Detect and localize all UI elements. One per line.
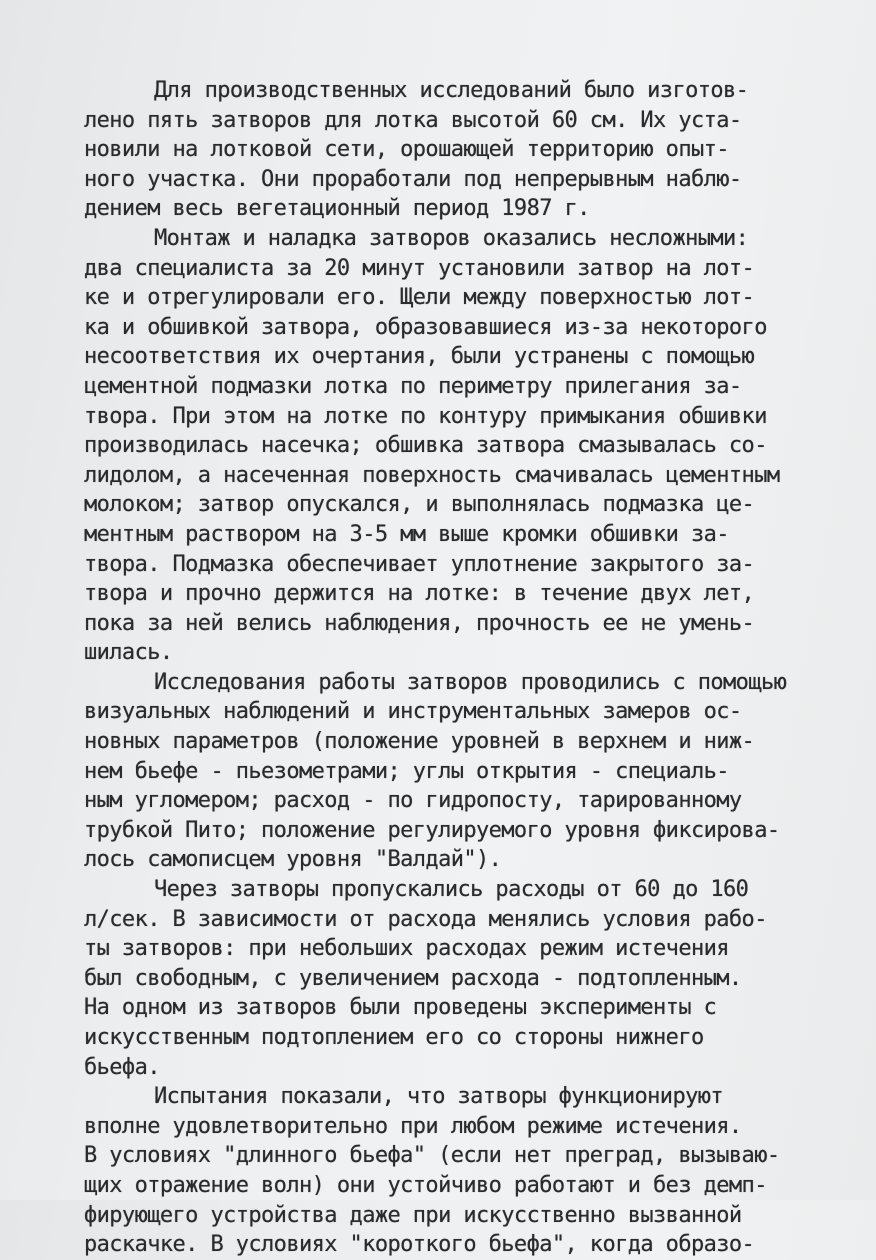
text-line: ка и обшивкой затвора, образовавшиеся из-за некоторого [84,314,767,340]
text-line: производилась насечка; обшивка затвора смазывалась со- [84,433,767,459]
text-line: На одном из затворов были проведены эксперименты с [84,995,717,1021]
paragraph-2 [84,224,844,668]
text-line: лено пять затворов для лотка высотой 60 см. Их уста- [84,107,742,133]
text-line: твора и прочно держится на лотке: в течение двух лет, [84,581,755,607]
paragraph-5 [84,1082,844,1260]
text-line: лось самописцем уровня "Валдай"). [84,847,502,873]
text-line: л/сек. В зависимости от расхода менялись условия рабо- [84,906,767,932]
text-line: молоком; затвор опускался, и выполнялась подмазка це- [84,492,755,518]
text-line: Монтаж и наладка затворов оказались несложными: [154,225,749,251]
text-line: лидолом, а насеченная поверхность смачивалась цементным [84,462,780,488]
text-line: два специалиста за 20 минут установили затвор на лот- [84,255,755,281]
text-line: дением весь вегетационный период 1987 г. [84,196,590,222]
text-line: бьефа. [84,1054,160,1080]
text-line: твора. При этом на лотке по контуру примыкания обшивки [84,403,767,429]
text-line: ментным раствором на 3-5 мм выше кромки обшивки за- [84,521,729,547]
text-line: ным угломером; расход - по гидропосту, тарированному [84,788,742,814]
text-line: вполне удовлетворительно при любом режиме истечения. [84,1113,742,1139]
text-line: Через затворы пропускались расходы от 60 до 160 [154,877,749,903]
text-line: визуальных наблюдений и инструментальных замеров ос- [84,699,742,725]
text-line: шилась. [84,640,173,666]
text-line: был свободным, с увеличением расхода - подтопленным. [84,965,742,991]
text-line: щих отражение волн) они устойчиво работают и без демп- [84,1172,767,1198]
text-line: Исследования работы затворов проводились с помощью [154,669,787,695]
text-line: раскачке. В условиях "короткого бьефа", когда образо- [84,1232,755,1258]
typed-text-body [84,76,844,1260]
text-line: фирующего устройства даже при искусственно вызванной [84,1202,742,1228]
text-line: новили на лотковой сети, орошающей территорию опыт- [84,137,729,163]
text-line: ты затворов: при небольших расходах режим истечения [84,936,729,962]
text-line: трубкой Пито; положение регулируемого уровня фиксирова- [84,817,780,843]
text-line: ке и отрегулировали его. Щели между поверхностью лот- [84,285,755,311]
text-line: Для производственных исследований было изготов- [154,78,749,103]
text-line: Испытания показали, что затворы функционируют [154,1084,724,1110]
text-line: твора. Подмазка обеспечивает уплотнение закрытого за- [84,551,755,577]
paragraph-1 [84,76,844,224]
text-line: новных параметров (положение уровней в верхнем и ниж- [84,729,755,755]
text-line: ного участка. Они проработали под непрерывным наблю- [84,166,742,192]
text-line: пока за ней велись наблюдения, прочность ее не умень- [84,610,755,636]
text-line: нем бьефе - пьезометрами; углы открытия - специаль- [84,758,729,784]
paragraph-3 [84,668,844,875]
text-line: искусственным подтоплением его со стороны нижнего [84,1025,704,1050]
paragraph-4 [84,875,844,1082]
text-line: цементной подмазки лотка по периметру прилегания за- [84,373,742,399]
text-line: несоответствия их очертания, были устранены с помощью [84,344,755,370]
text-line: В условиях "длинного бьефа" (если нет преград, вызываю- [84,1143,780,1169]
